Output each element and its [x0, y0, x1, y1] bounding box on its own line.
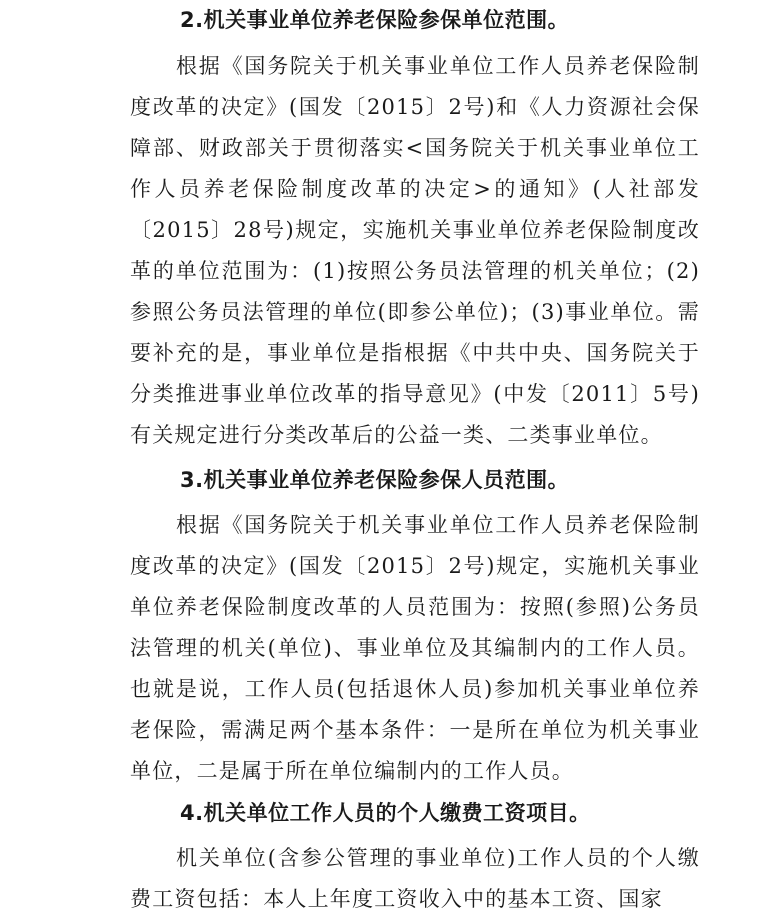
section-paragraph: 机关单位(含参公管理的事业单位)工作人员的个人缴费工资包括：本人上年度工资收入中的基本工资、国家 — [130, 846, 700, 911]
section-heading: 2.机关事业单位养老保险参保单位范围。 — [180, 8, 570, 32]
section-paragraph: 根据《国务院关于机关事业单位工作人员养老保险制度改革的决定》(国发〔2015〕2号)和《人力资源社会保障部、财政部关于贯彻落实<国务院关于机关事业单位工作人员养老保险制度改革的决定>的通知》(人社部发〔2015〕28号)规定，实施机关事业单位养老保险制度改革的单位范围为：(1)按照公务员法管理的机关单位；(2)参照公务员法管理的单位(即参公单位)；(3)事业单位。需要补充的是，事业单位是指根据《中共中央、国务院关于分类推进事业单位改革的指导意见》(中发〔2011〕5号)有关规定进行分类改革后的公益一类、二类事业单位。 — [130, 54, 700, 447]
section-paragraph: 根据《国务院关于机关事业单位工作人员养老保险制度改革的决定》(国发〔2015〕2号)规定，实施机关事业单位养老保险制度改革的人员范围为：按照(参照)公务员法管理的机关(单位)、事业单位及其编制内的工作人员。也就是说，工作人员(包括退休人员)参加机关事业单位养老保险，需满足两个基本条件：一是所在单位为机关事业单位，二是属于所在单位编制内的工作人员。 — [130, 513, 700, 783]
section-heading: 3.机关事业单位养老保险参保人员范围。 — [180, 468, 570, 492]
section-heading: 4.机关单位工作人员的个人缴费工资项目。 — [180, 801, 591, 825]
